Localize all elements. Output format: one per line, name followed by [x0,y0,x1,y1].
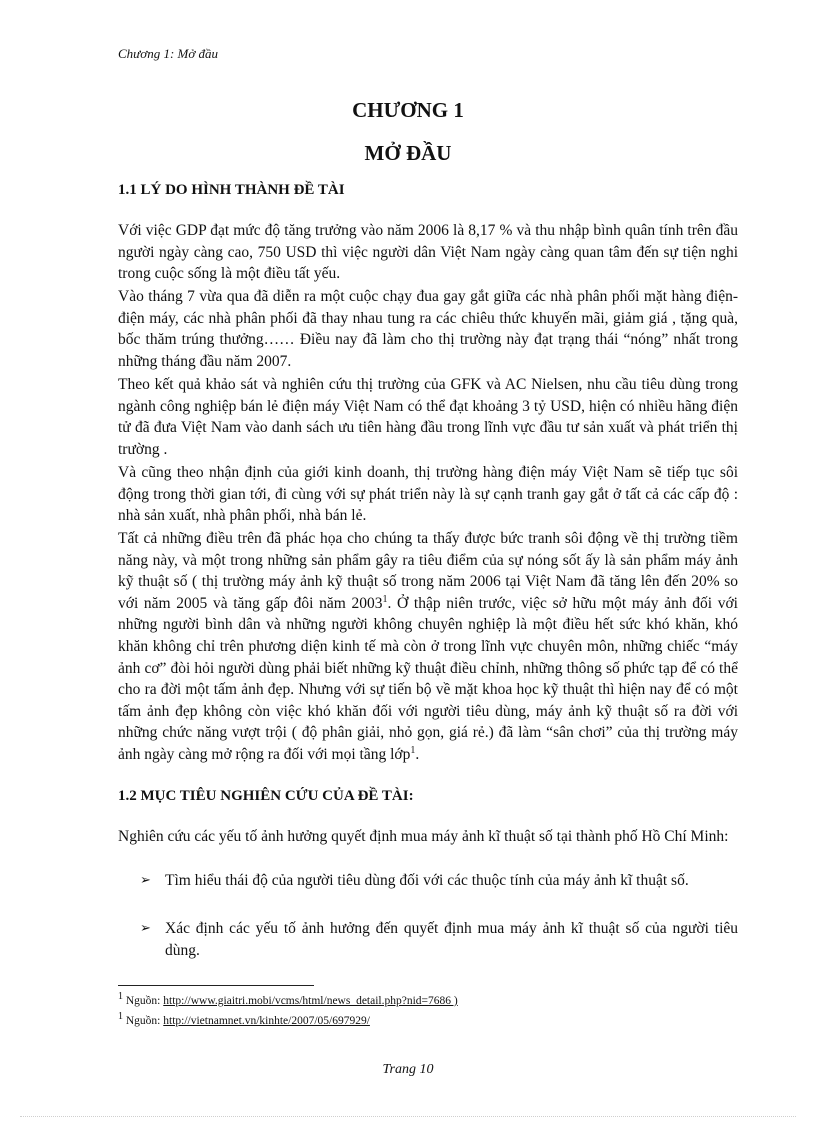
footnote-link[interactable]: http://vietnamnet.vn/kinhte/2007/05/697929/ [163,1015,370,1027]
paragraph [118,528,738,766]
footnote-mark: 1 [118,1011,123,1023]
arrowhead-bullet-icon: ➢ [140,921,151,936]
footnote-divider [118,985,314,986]
footnote-label: Nguồn: [123,1015,164,1027]
paragraph: Theo kết quả khảo sát và nghiên cứu thị trường của GFK và AC Nielsen, nhu cầu tiêu dùng trong ngành công nghiệp bán lẻ điện máy Việt Nam có thể đạt khoảng 3 tỷ USD, hiện có nhiều hãng điện tử đã đưa Việt Nam vào danh sách ưu tiên hàng đầu trong lĩnh vực đầu tư sản xuất và phát triển thị trường . [118,376,738,458]
paragraph: Và cũng theo nhận định của giới kinh doanh, thị trường hàng điện máy Việt Nam sẽ tiếp tục sôi động trong thời gian tới, đi cùng với sự phát triển này là sự cạnh tranh gay gắt ở tất cả các cấp độ : nhà sản xuất, nhà phân phối, nhà bán lẻ. [118,464,738,525]
paragraph-text: . [415,745,420,763]
footnote-ref[interactable]: 1 [410,744,416,756]
footnote [118,991,458,1007]
arrowhead-bullet-icon: ➢ [140,873,151,888]
paragraph: Vào tháng 7 vừa qua đã diễn ra một cuộc chạy đua gay gắt giữa các nhà phân phối mặt hàng điện- điện máy, các nhà phân phối đã thay nhau tung ra các chiêu thức khuyến mãi, giảm giá , tặng quà, bốc thăm trúng thưởng…… Điều nay đã làm cho thị trường này đạt trạng thái “nóng” nhất trong những tháng đầu năm 2007. [118,288,738,370]
list-item [140,870,738,892]
list-item-text: Xác định các yếu tố ảnh hưởng đến quyết định mua máy ảnh kĩ thuật số của người tiêu dùng. [165,920,738,959]
chapter-title: MỞ ĐẦU [364,141,452,165]
footnote-link[interactable]: http://www.giaitri.mobi/vcms/html/news_detail.php?nid=7686 ) [163,995,458,1007]
chapter-number: CHƯƠNG 1 [352,98,464,122]
paragraph: Nghiên cứu các yếu tố ảnh hưởng quyết định mua máy ảnh kĩ thuật số tại thành phố Hồ Chí Minh: [118,828,729,845]
page-number: Trang 10 [382,1062,434,1077]
footnote-label: Nguồn: [123,995,164,1007]
footnote-ref[interactable]: 1 [382,593,388,605]
section-heading-1-2: 1.2 MỤC TIÊU NGHIÊN CỨU CỦA ĐỀ TÀI: [118,788,414,804]
paragraph: Với việc GDP đạt mức độ tăng trưởng vào năm 2006 là 8,17 % và thu nhập bình quân tính trên đầu người ngày càng cao, 750 USD thì việc người dân Việt Nam ngày càng quan tâm đến sự tiện nghi trong cuộc sống là một điều tất yếu. [118,222,738,283]
footnote-mark: 1 [118,991,123,1003]
paragraph-text: Tất cả những điều trên đã phác họa cho chúng ta thấy được bức tranh sôi động về thị trường tiềm năng này, và một trong những sản phẩm gây ra tiêu điểm của sự nóng sốt ấy là sản phẩm máy ảnh kỹ thuật số ( thị trường máy ảnh kỹ thuật số trong năm 2006 tại Việt Nam đã tăng lên đến 20% so với năm 2005 và tăng gấp đôi năm 2003 [118,530,738,612]
page-bottom-divider [20,1116,796,1117]
running-header: Chương 1: Mở đầu [118,46,219,61]
footnote [118,1011,370,1027]
list-item [140,918,738,961]
section-heading-1-1: 1.1 LÝ DO HÌNH THÀNH ĐỀ TÀI [118,182,345,198]
paragraph-text: . Ở thập niên trước, việc sở hữu một máy ảnh đối với những người bình dân và những người không chuyên nghiệp là một điều hết sức khó khăn, khó khăn không chỉ trên phương diện kinh tế mà còn ở trong lĩnh vực chuyên môn, những chiếc “máy ảnh cơ” đòi hỏi người dùng phải biết những kỹ thuật điều chỉnh, những thông số phức tạp để có thể cho ra đời một tấm ảnh đẹp. Nhưng với sự tiến bộ về mặt khoa học kỹ thuật thì hiện nay để có một tấm ảnh đẹp không còn việc khó khăn đối với người tiêu dùng, máy ảnh kỹ thuật số ra đời với những chức năng vượt trội ( độ phân giải, nhỏ gọn, giá rẻ.) đã làm “sân chơi” của thị trường máy ảnh ngày càng mở rộng ra đối với mọi tầng lớp [118,594,738,763]
list-item-text: Tìm hiểu thái độ của người tiêu dùng đối với các thuộc tính của máy ảnh kĩ thuật số. [165,872,689,889]
